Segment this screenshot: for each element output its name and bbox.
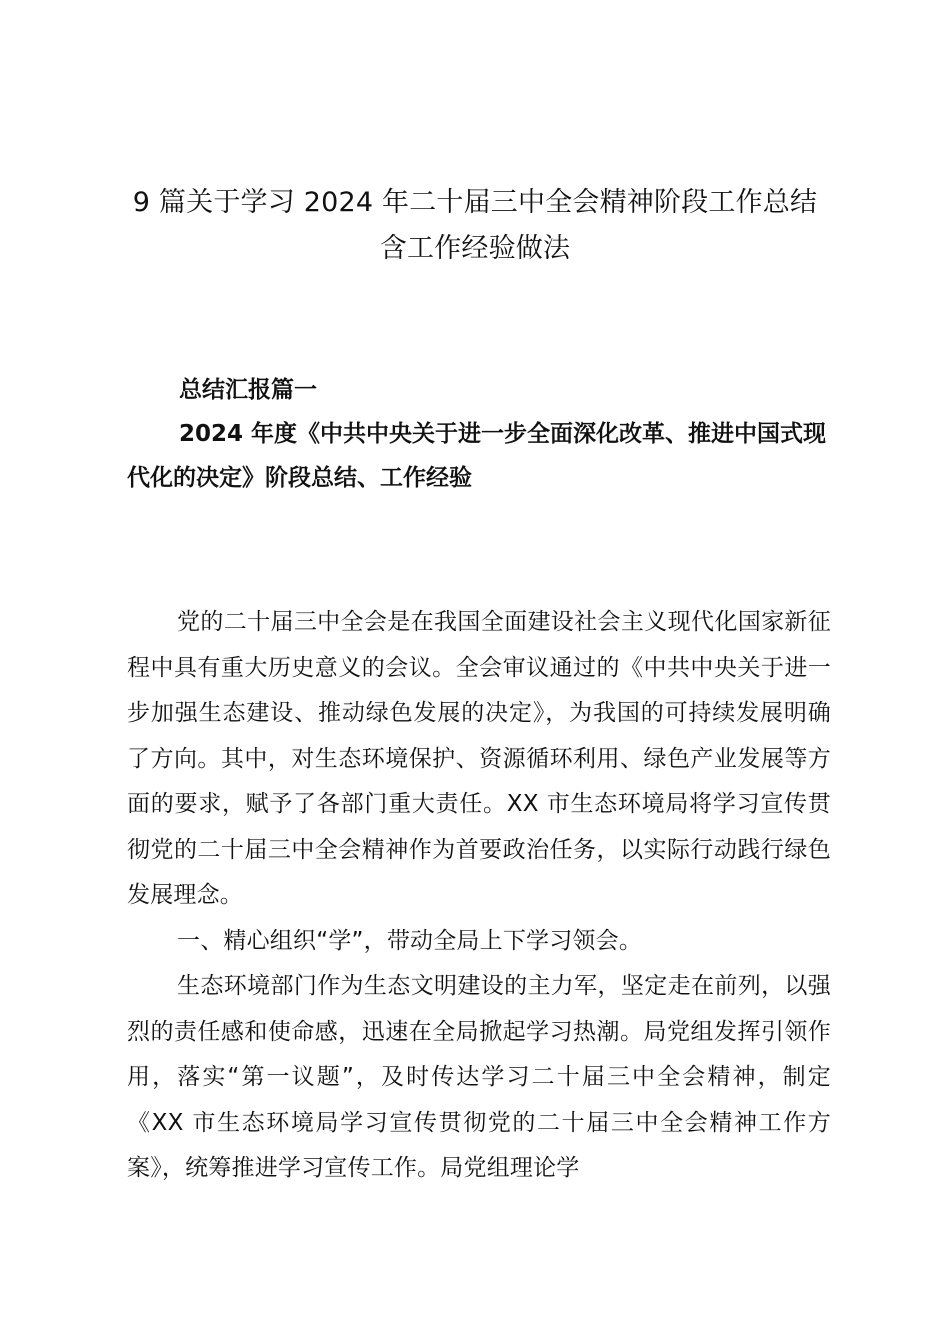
- body-paragraph-3: 生态环境部门作为生态文明建设的主力军，坚定走在前列，以强烈的责任感和使命感，迅速在全局掀起学习热潮。局党组发挥引领作用，落实“第一议题”，及时传达学习二十届三中全会精神，制定《XX 市生态环境局学习宣传贯彻党的二十届三中全会精神工作方案》，统筹推进学习宣传工作。局党组理论学: [127, 973, 831, 1181]
- body-paragraph-2: 一、精心组织“学”，带动全局上下学习领会。: [177, 927, 643, 954]
- section-header: [127, 368, 831, 500]
- document-body: [127, 600, 831, 1192]
- body-paragraph-1: 党的二十届三中全会是在我国全面建设社会主义现代化国家新征程中具有重大历史意义的会议。全会审议通过的《中共中央关于进一步加强生态建设、推动绿色发展的决定》，为我国的可持续发展明确了方向。其中，对生态环境保护、资源循环利用、绿色产业发展等方面的要求，赋予了各部门重大责任。XX 市生态环境局将学习宣传贯彻党的二十届三中全会精神作为首要政治任务，以实际行动践行绿色发展理念。: [127, 609, 831, 908]
- document-title: 9 篇关于学习 2024 年二十届三中全会精神阶段工作总结含工作经验做法: [132, 187, 818, 264]
- section-heading: 2024 年度《中共中央关于进一步全面深化改革、推进中国式现代化的决定》阶段总结、工作经验: [127, 421, 827, 491]
- section-label: 总结汇报篇一: [179, 377, 317, 403]
